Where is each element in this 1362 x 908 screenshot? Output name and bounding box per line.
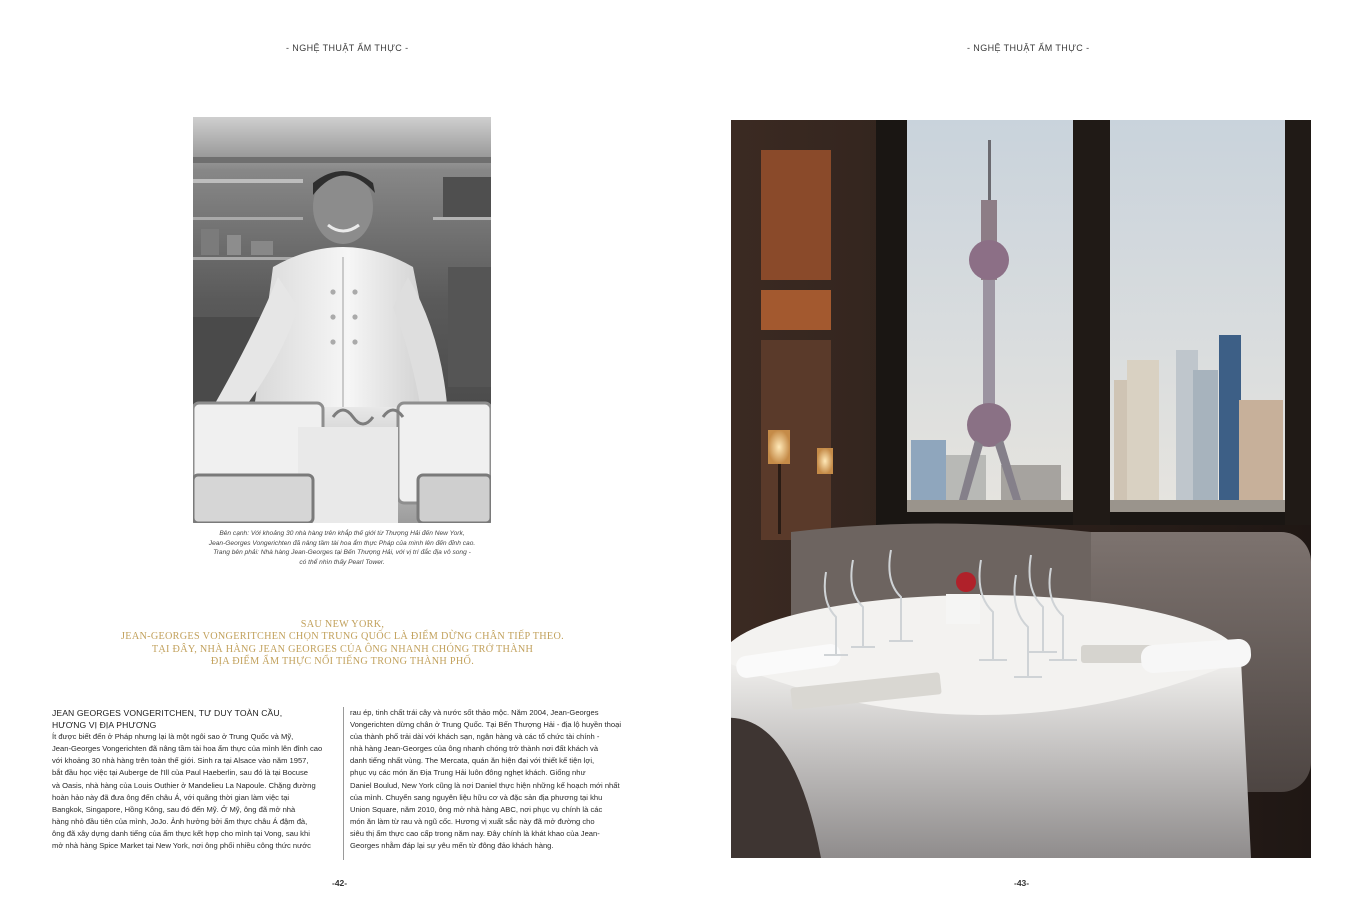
section-heading-line: HƯƠNG VỊ ĐỊA PHƯƠNG [52,720,157,731]
text-line: món ăn làm từ rau và ngũ cốc. Hương vị xuất sắc này đã mở đường cho [350,816,595,826]
page-number: -43- [1014,878,1030,888]
text-line: Daniel Boulud, New York cũng là nơi Daniel thực hiện những kế hoạch mới nhất [350,780,620,790]
text-line: Vongerichten dừng chân ở Trung Quốc. Tại Bến Thượng Hải - địa lộ huyền thoại [350,720,622,730]
photo-caption [186,529,498,567]
text-line: của mình. Chuyển sang nguyên liệu hữu cơ và đặc sản địa phương tại khu [350,792,603,802]
article-paragraph [52,731,338,852]
text-line: bắt đầu học việc tại Auberge de l'Ill của Paul Haeberlin, sau đó là tại Bocuse [52,768,309,778]
text-line: rau ép, tinh chất trái cây và nước sốt thảo mộc. Năm 2004, Jean-Georges [350,708,599,717]
text-line: Jean-Georges Vongerichten đã nâng tầm tài hoa ẩm thực của mình lên đỉnh cao [52,744,323,754]
article-column-1 [52,707,338,852]
restaurant-photo [731,120,1311,858]
text-line: nhà hàng Jean-Georges của ông nhanh chóng trở thành nơi đất khách và [350,744,599,754]
pull-quote-line: ĐỊA ĐIỂM ẨM THỰC NỔI TIẾNG TRONG THÀNH PHỐ. [210,656,475,668]
section-heading [52,707,338,731]
right-page [681,0,1362,908]
running-head: - NGHỆ THUẬT ẨM THỰC - [286,43,409,53]
pull-quote [90,619,595,669]
page-number: -42- [332,878,348,888]
chef-photo [193,117,491,523]
text-line: mở nhà hàng Spice Market tại New York, nơi ông phối nhiều công thức nước [52,841,311,851]
caption-line: Bên cạnh: Với khoảng 30 nhà hàng trên khắp thế giới từ Thượng Hải đến New York, [219,530,465,537]
text-line: hoàn hảo này đã đưa ông đến châu Á, với quãng thời gian làm việc tại [52,792,290,802]
pull-quote-line: JEAN-GEORGES VONGERITCHEN CHỌN TRUNG QUỐC LÀ ĐIỂM DỪNG CHÂN TIẾP THEO. [121,631,564,643]
text-line: phục vụ các món ăn Địa Trung Hải luôn đông nghẹt khách. Giống như [350,768,586,778]
caption-line: Trang bên phải: Nhà hàng Jean-Georges tại Bến Thượng Hải, với vị trí đắc địa vô song - [213,549,471,557]
text-line: Georges nhằm đáp lại sự yêu mến từ đông đảo khách hàng. [350,841,554,851]
section-heading-line: JEAN GEORGES VONGERITCHEN, TƯ DUY TOÀN CẦU, [52,708,283,718]
text-line: của thành phố trải dài với khách sạn, ngân hàng và các tổ chức tài chính - [350,732,600,742]
text-line: với khoảng 30 nhà hàng trên toàn thế giới. Sinh ra tại Alsace vào năm 1957, [52,756,309,766]
text-line: Ít được biết đến ở Pháp nhưng lại là một ngôi sao ở Trung Quốc và Mỹ, [52,732,294,742]
article-column-2 [350,707,636,852]
caption-line: có thể nhìn thấy Pearl Tower. [299,558,385,566]
text-line: danh tiếng nhất vùng. The Mercata, quán ăn hiện đại với thiết kế tiện lợi, [350,756,595,766]
article-paragraph [350,707,636,852]
text-line: hàng nhỏ đầu tiên của mình, JoJo. Ảnh hưởng bởi ẩm thực châu Á đậm đà, [52,816,308,826]
pull-quote-line: SAU NEW YORK, [300,619,385,630]
column-divider [343,707,344,860]
text-line: siêu thị ẩm thực cao cấp trong năm nay. Đây chính là khát khao của Jean- [350,828,600,838]
caption-line: Jean-Georges Vongerichten đã nâng tầm tài hoa ẩm thực Pháp của mình lên đến đỉnh cao. [208,539,476,547]
text-line: Union Square, năm 2010, ông mở nhà hàng ABC, nơi phục vụ chính là các [350,804,603,814]
text-line: Bangkok, Singapore, Hồng Kông, sau đó đến Mỹ. Ở Mỹ, ông đã mở nhà [52,804,296,814]
running-head: - NGHỆ THUẬT ẨM THỰC - [967,43,1090,53]
text-line: ông đã xây dựng danh tiếng của ẩm thực kết hợp cho mình tại Vong, sau khi [52,828,310,838]
pull-quote-line: TẠI ĐÂY, NHÀ HÀNG JEAN GEORGES CỦA ÔNG NHANH CHÓNG TRỞ THÀNH [151,643,534,655]
text-line: và Oasis, nhà hàng của Louis Outhier ở Mandelieu La Napoule. Chặng đường [52,780,316,790]
